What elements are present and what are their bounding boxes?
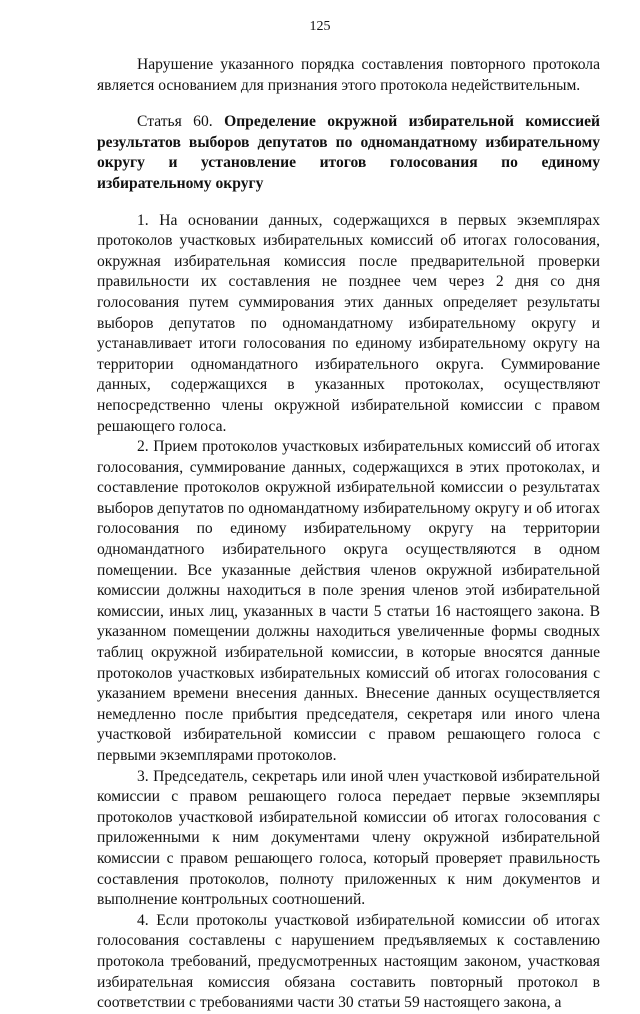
paragraph-2: 2. Прием протоколов участковых избирательных комиссий об итогах голосования, суммирование данных, содержащихся в этих протоколах, и составление протоколов окружной избирательной комиссии о результатах выборов депутатов по одномандатному избирательному округу и об итогах голосования по единому избирательному округу на территории одномандатного избирательного округа осуществляются в одном помещении. Все указанные действия членов окружной избирательной комиссии должны находиться в поле зрения членов этой избирательной комиссии, иных лиц, указанных в части 5 статьи 16 настоящего закона. В указанном помещении должны находиться увеличенные формы сводных таблиц окружной избирательной комиссии, в которые вносятся данные протоколов участковых избирательных комиссий об итогах голосования с указанием времени внесения данных. Внесение данных осуществляется немедленно после прибытия председателя, секретаря или иного члена участковой избирательной комиссии с правом решающего голоса с первыми экземплярами протоколов. <box>97 438 600 764</box>
paragraph-4: 4. Если протоколы участковой избирательной комиссии об итогах голосования составлены с нарушением предъявляемых к составлению протокола требований, предусмотренных настоящим законом, участковая избирательная комиссия обязана составить повторный протокол в соответствии с требованиями части 30 статьи 59 настоящего закона, а <box>97 911 600 1012</box>
paragraph-3: 3. Председатель, секретарь или иной член участковой избирательной комиссии с правом решающего голоса передает первые экземпляры протоколов участковой избирательной комиссии об итогах голосования с приложенными к ним документами члену окружной избирательной комиссии с правом решающего голоса, который проверяет правильность составления протоколов, полноту приложенных к ним документов и выполнение контрольных соотношений. <box>97 767 600 909</box>
article-prefix: Статья 60. <box>137 113 213 131</box>
article-heading <box>97 112 600 194</box>
document-body <box>97 55 600 1014</box>
article-title: Определение окружной избирательной комиссией результатов выборов депутатов по одномандатному избирательному округу и установление итогов голосования по единому избирательному округу <box>97 113 600 192</box>
paragraph-1: 1. На основании данных, содержащихся в первых экземплярах протоколов участковых избирательных комиссий об итогах голосования, окружная избирательная комиссия после предварительной проверки правильности их составления не позднее чем через 2 дня со дня голосования путем суммирования этих данных определяет результаты выборов депутатов по одномандатному избирательному округу и устанавливает итоги голосования по единому избирательному округу на территории одномандатного избирательного округа. Суммирование данных, содержащихся в указанных протоколах, осуществляют непосредственно члены окружной избирательной комиссии с правом решающего голоса. <box>97 211 600 435</box>
page-number: 125 <box>309 19 331 34</box>
intro-paragraph: Нарушение указанного порядка составления повторного протокола является основанием для признания этого протокола недействительным. <box>97 56 600 94</box>
